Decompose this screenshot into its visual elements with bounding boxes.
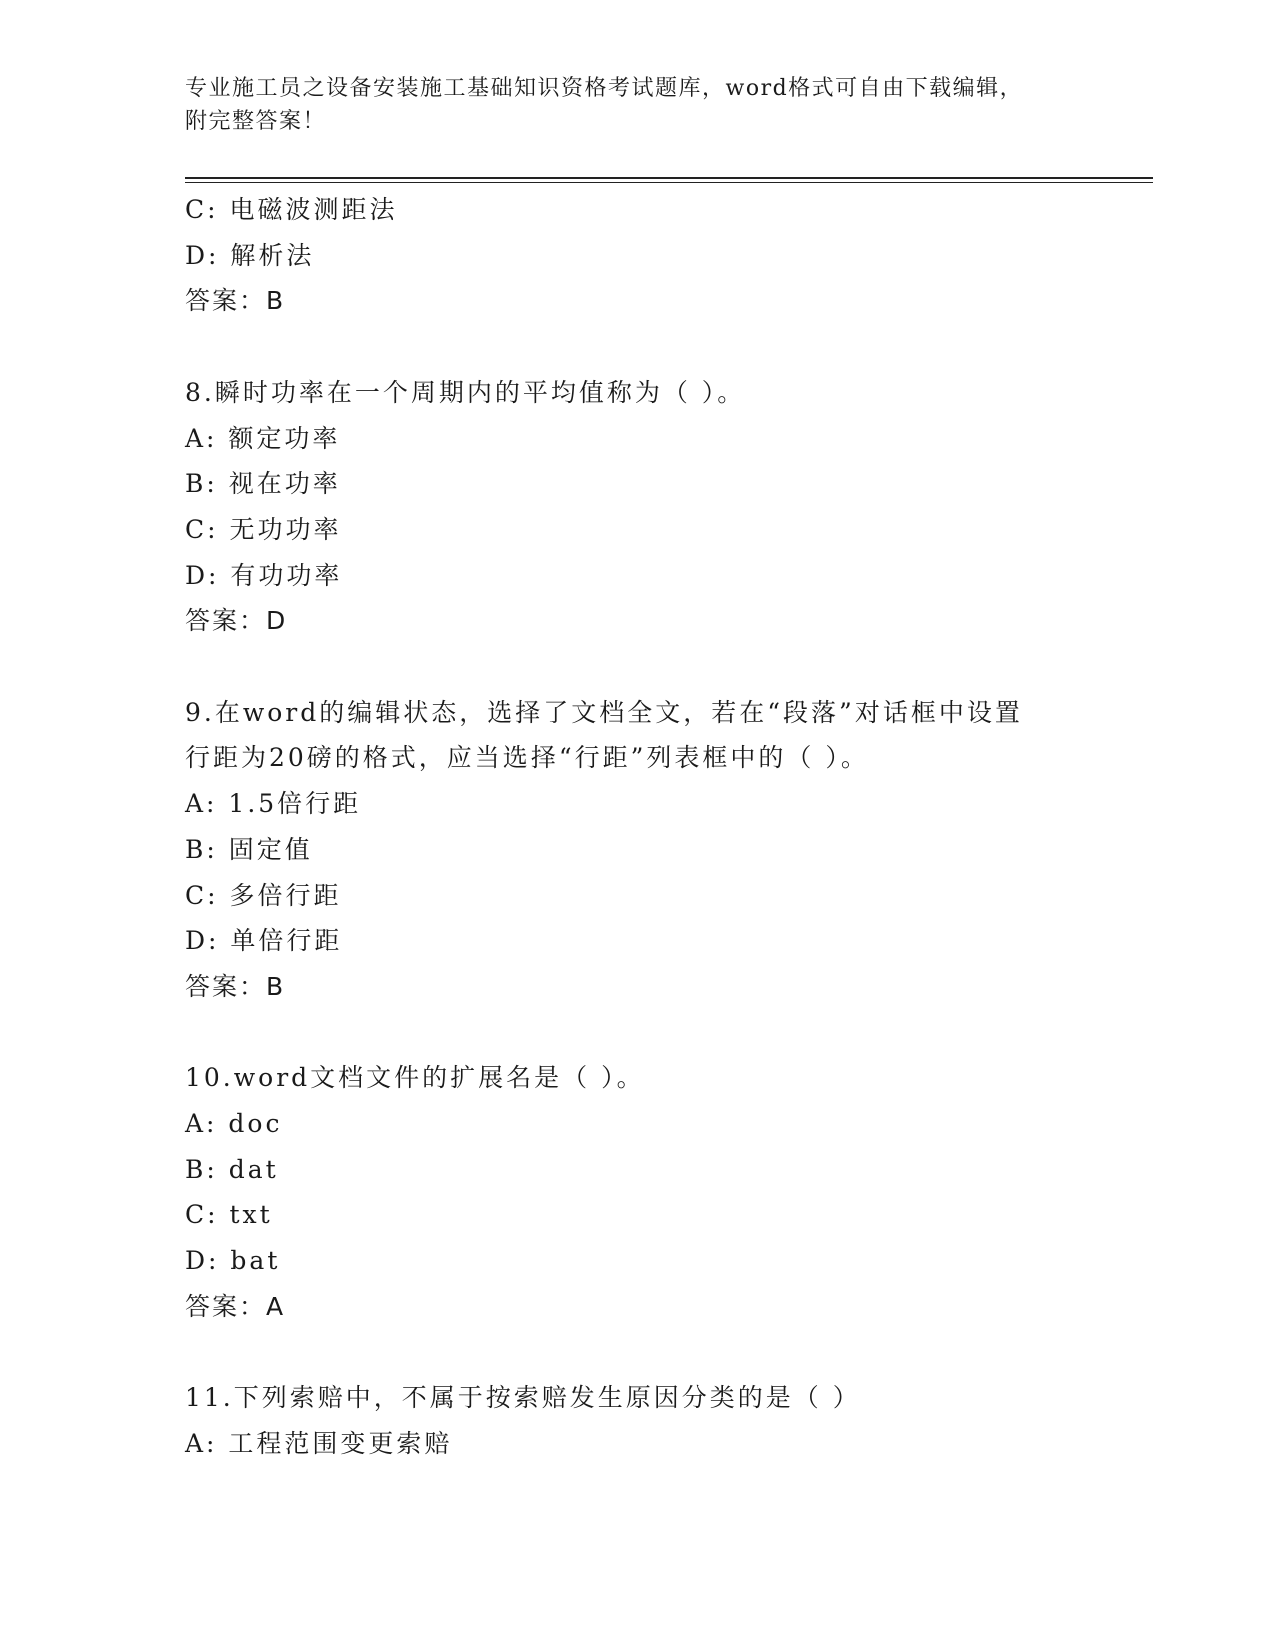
question-block-11 (185, 1375, 1085, 1466)
option-d: D: bat (185, 1246, 281, 1276)
option-b: B: 视在功率 (185, 469, 341, 499)
spacer (185, 644, 1085, 690)
question-list (185, 187, 1085, 1467)
option-a: A: 工程范围变更索赔 (185, 1428, 453, 1458)
answer: 答案：B (185, 286, 286, 316)
header-divider-thin (185, 182, 1153, 183)
option-b: B: dat (185, 1154, 279, 1184)
option-d: D: 解析法 (185, 240, 315, 270)
question-text: 11.下列索赔中，不属于按索赔发生原因分类的是（ ） (185, 1383, 861, 1413)
option-a: A: 1.5倍行距 (185, 789, 362, 819)
question-text-line-2: 行距为20磅的格式，应当选择“行距”列表框中的（ ）。 (185, 743, 869, 773)
question-text: 8.瞬时功率在一个周期内的平均值称为（ ）。 (185, 377, 746, 407)
document-header (185, 72, 1085, 138)
option-a: A: doc (185, 1109, 283, 1139)
header-line-1: 专业施工员之设备安装施工基础知识资格考试题库，word格式可自由下载编辑， (185, 76, 1024, 101)
answer: 答案：D (185, 606, 288, 636)
question-block-9 (185, 690, 1085, 1010)
option-c: C: 多倍行距 (185, 880, 342, 910)
spacer (185, 324, 1085, 370)
option-c: C: 电磁波测距法 (185, 195, 398, 224)
question-block-10 (185, 1055, 1085, 1329)
spacer (185, 1010, 1085, 1056)
question-block-8 (185, 370, 1085, 644)
spacer (185, 1330, 1085, 1376)
header-line-2: 附完整答案！ (185, 109, 327, 134)
option-d: D: 有功功率 (185, 560, 343, 590)
question-text: 10.word文档文件的扩展名是（ ）。 (185, 1063, 645, 1093)
answer: 答案：B (185, 971, 286, 1001)
question-block-prev (185, 187, 1085, 324)
option-a: A: 额定功率 (185, 423, 341, 453)
answer: 答案：A (185, 1291, 286, 1321)
option-c: C: txt (185, 1200, 273, 1230)
option-b: B: 固定值 (185, 834, 313, 864)
option-c: C: 无功功率 (185, 514, 342, 544)
option-d: D: 单倍行距 (185, 926, 343, 956)
question-text-line-1: 9.在word的编辑状态，选择了文档全文，若在“段落”对话框中设置 (185, 697, 1023, 727)
header-divider-thick (185, 177, 1153, 179)
